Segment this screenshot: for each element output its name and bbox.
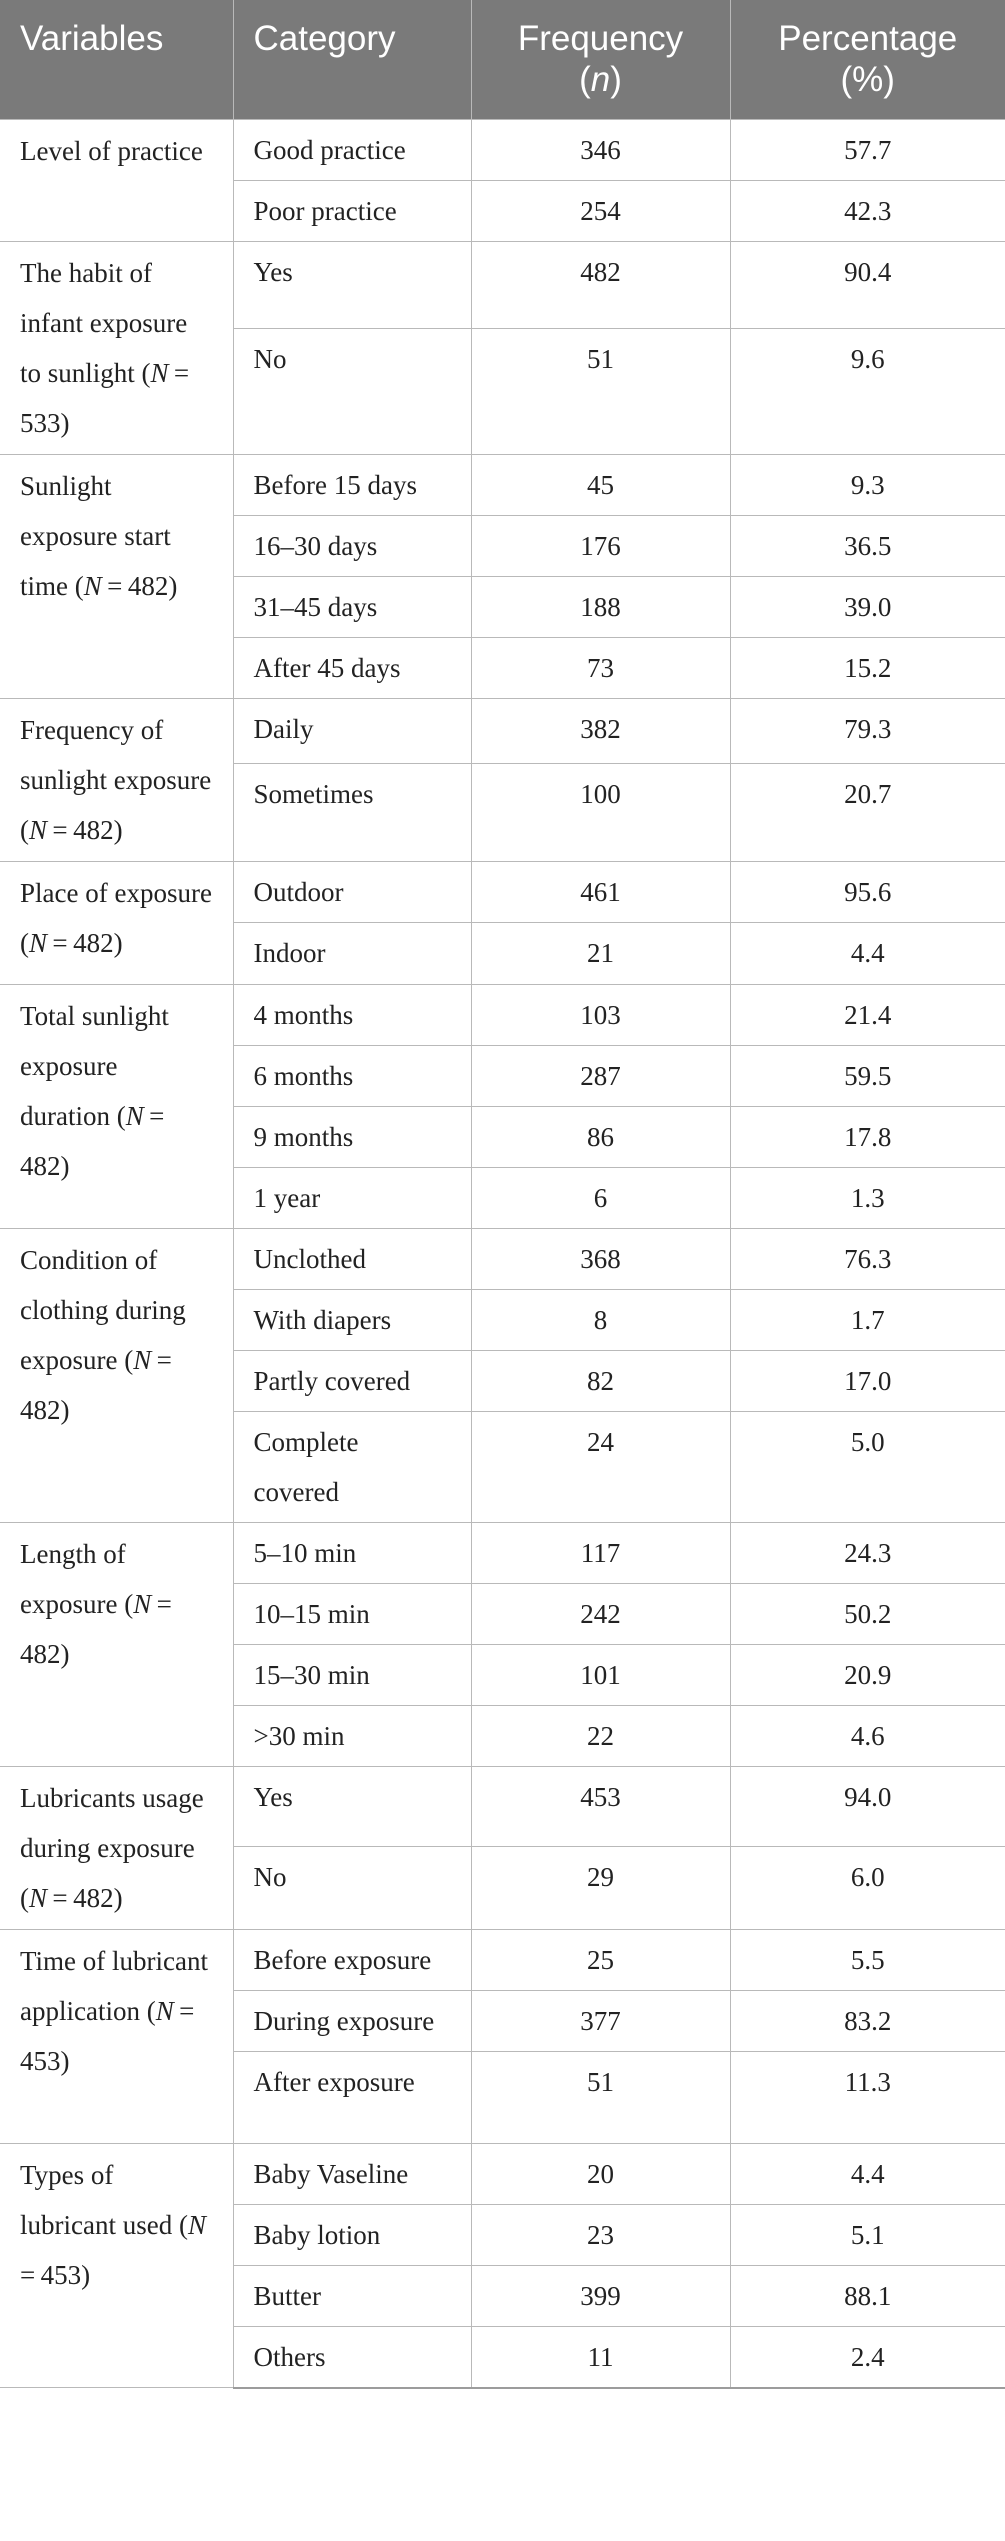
- frequency-cell: 254: [471, 180, 730, 241]
- category-cell: Baby lotion: [233, 2204, 471, 2265]
- category-cell: 1 year: [233, 1167, 471, 1228]
- table-row: [0, 984, 1005, 1045]
- sample-size-symbol: N: [29, 1882, 48, 1913]
- frequency-cell: 6: [471, 1167, 730, 1228]
- category-cell: >30 min: [233, 1705, 471, 1766]
- frequency-cell: 25: [471, 1929, 730, 1990]
- percentage-cell: 5.5: [730, 1929, 1005, 1990]
- frequency-cell: 399: [471, 2265, 730, 2326]
- category-cell: 5–10 min: [233, 1522, 471, 1583]
- percentage-cell: 57.7: [730, 119, 1005, 180]
- category-cell: 16–30 days: [233, 515, 471, 576]
- sample-size-symbol: N: [133, 1344, 152, 1375]
- percentage-cell: 9.6: [730, 328, 1005, 454]
- sample-size-symbol: N: [187, 2209, 206, 2240]
- sample-size-symbol: N: [125, 1100, 144, 1131]
- sample-size-symbol: N: [83, 570, 102, 601]
- variable-label: Lubricants usage during exposure: [20, 1782, 204, 1863]
- category-cell: Complete covered: [233, 1411, 471, 1522]
- frequency-cell: 103: [471, 984, 730, 1045]
- percentage-cell: 42.3: [730, 180, 1005, 241]
- frequency-cell: 368: [471, 1228, 730, 1289]
- sample-size-symbol: N: [155, 1995, 174, 2026]
- category-cell: 6 months: [233, 1045, 471, 1106]
- sample-size-value: 482: [20, 1394, 61, 1425]
- table-row: [0, 1228, 1005, 1289]
- variable-cell: Condition of clothing during exposure (N = 482): [0, 1228, 233, 1522]
- sample-size-symbol: N: [29, 814, 48, 845]
- category-cell: Before exposure: [233, 1929, 471, 1990]
- category-cell: Baby Vaseline: [233, 2143, 471, 2204]
- sample-size-value: 453: [40, 2259, 82, 2290]
- frequency-cell: 24: [471, 1411, 730, 1522]
- category-cell: Others: [233, 2326, 471, 2388]
- percentage-cell: 1.3: [730, 1167, 1005, 1228]
- variable-cell: Length of exposure (N = 482): [0, 1522, 233, 1766]
- category-cell: With diapers: [233, 1289, 471, 1350]
- frequency-cell: 382: [471, 698, 730, 764]
- variable-label: Place of exposure: [20, 877, 212, 908]
- sample-size-symbol: N: [29, 927, 48, 958]
- variable-label: Length of exposure: [20, 1538, 126, 1619]
- percentage-cell: 76.3: [730, 1228, 1005, 1289]
- table-row: [0, 241, 1005, 328]
- sample-size-value: 482: [73, 927, 114, 958]
- sample-size-value: 453: [20, 2045, 61, 2076]
- header-frequency-label: Frequency: [517, 19, 684, 58]
- percentage-cell: 6.0: [730, 1847, 1005, 1929]
- percentage-cell: 90.4: [730, 241, 1005, 328]
- sample-size-symbol: N: [150, 357, 169, 388]
- table-row: [0, 1929, 1005, 1990]
- percentage-cell: 4.6: [730, 1705, 1005, 1766]
- category-cell: Poor practice: [233, 180, 471, 241]
- variable-cell: Sunlight exposure start time (N = 482): [0, 454, 233, 698]
- frequency-cell: 73: [471, 637, 730, 698]
- variable-cell: Total sunlight exposure duration (N = 482): [0, 984, 233, 1228]
- header-frequency: Frequency (n): [471, 0, 730, 119]
- category-cell: Outdoor: [233, 861, 471, 922]
- variable-cell: Lubricants usage during exposure (N = 482): [0, 1766, 233, 1929]
- variable-label: Condition of clothing during exposure: [20, 1244, 186, 1375]
- header-percentage: [730, 0, 1005, 119]
- percentage-cell: 5.1: [730, 2204, 1005, 2265]
- category-cell: No: [233, 1847, 471, 1929]
- percentage-cell: 39.0: [730, 576, 1005, 637]
- header-category: Category: [233, 0, 471, 119]
- percentage-cell: 20.7: [730, 764, 1005, 861]
- header-percentage-label: Percentage: [778, 19, 958, 58]
- category-cell: Daily: [233, 698, 471, 764]
- percentage-cell: 2.4: [730, 2326, 1005, 2388]
- sample-size-value: 533: [20, 407, 61, 438]
- frequency-cell: 23: [471, 2204, 730, 2265]
- category-cell: Before 15 days: [233, 454, 471, 515]
- frequency-cell: 45: [471, 454, 730, 515]
- table-row: [0, 861, 1005, 922]
- category-cell: 15–30 min: [233, 1644, 471, 1705]
- sample-size-value: 482: [127, 570, 169, 601]
- frequency-cell: 101: [471, 1644, 730, 1705]
- variable-cell: Types of lubricant used (N = 453): [0, 2143, 233, 2388]
- table-row: [0, 1522, 1005, 1583]
- frequency-cell: 11: [471, 2326, 730, 2388]
- category-cell: Butter: [233, 2265, 471, 2326]
- sample-size-value: 482: [73, 1882, 114, 1913]
- category-cell: Sometimes: [233, 764, 471, 861]
- variable-cell: Time of lubricant application (N = 453): [0, 1929, 233, 2143]
- frequency-cell: 20: [471, 2143, 730, 2204]
- category-cell: Indoor: [233, 922, 471, 984]
- variable-label: Total sunlight exposure duration: [20, 1000, 169, 1131]
- percentage-cell: 79.3: [730, 698, 1005, 764]
- variable-cell: The habit of infant exposure to sunlight (N = 533): [0, 241, 233, 454]
- category-cell: Partly covered: [233, 1350, 471, 1411]
- percentage-cell: 94.0: [730, 1766, 1005, 1847]
- variable-label: Sunlight exposure start time: [20, 470, 171, 601]
- percentage-cell: 11.3: [730, 2051, 1005, 2143]
- category-cell: No: [233, 328, 471, 454]
- percentage-cell: 4.4: [730, 922, 1005, 984]
- category-cell: After exposure: [233, 2051, 471, 2143]
- percentage-cell: 88.1: [730, 2265, 1005, 2326]
- variable-label: Level of practice: [20, 135, 203, 166]
- percentage-cell: 59.5: [730, 1045, 1005, 1106]
- sample-size-value: 482: [20, 1150, 61, 1181]
- sample-size-value: 482: [20, 1638, 61, 1669]
- table-row: [0, 454, 1005, 515]
- frequency-cell: 21: [471, 922, 730, 984]
- percentage-cell: 83.2: [730, 1990, 1005, 2051]
- table-row: [0, 119, 1005, 180]
- percentage-cell: 36.5: [730, 515, 1005, 576]
- table-body: [0, 119, 1005, 2388]
- percentage-cell: 17.8: [730, 1106, 1005, 1167]
- category-cell: Unclothed: [233, 1228, 471, 1289]
- percentage-cell: 4.4: [730, 2143, 1005, 2204]
- table-row: [0, 1766, 1005, 1847]
- header-variables: Variables: [0, 0, 233, 119]
- frequency-cell: 482: [471, 241, 730, 328]
- frequency-cell: 377: [471, 1990, 730, 2051]
- frequency-cell: 346: [471, 119, 730, 180]
- header-percentage-symbol: (%): [840, 60, 895, 100]
- category-cell: 31–45 days: [233, 576, 471, 637]
- category-cell: 9 months: [233, 1106, 471, 1167]
- sample-size-symbol: N: [133, 1588, 152, 1619]
- category-cell: Yes: [233, 1766, 471, 1847]
- frequency-cell: 242: [471, 1583, 730, 1644]
- variable-cell: [0, 119, 233, 241]
- percentage-cell: 21.4: [730, 984, 1005, 1045]
- table-row: [0, 2143, 1005, 2204]
- frequency-cell: 461: [471, 861, 730, 922]
- frequency-cell: 453: [471, 1766, 730, 1847]
- category-cell: Yes: [233, 241, 471, 328]
- frequency-cell: 51: [471, 328, 730, 454]
- frequency-cell: 22: [471, 1705, 730, 1766]
- variable-cell: Place of exposure (N = 482): [0, 861, 233, 984]
- percentage-cell: 24.3: [730, 1522, 1005, 1583]
- variable-cell: Frequency of sunlight exposure (N = 482): [0, 698, 233, 861]
- table-header: [0, 0, 1005, 119]
- percentage-cell: 17.0: [730, 1350, 1005, 1411]
- frequency-cell: 100: [471, 764, 730, 861]
- variable-label: The habit of infant exposure to sunlight: [20, 257, 188, 388]
- frequency-cell: 176: [471, 515, 730, 576]
- category-cell: After 45 days: [233, 637, 471, 698]
- table-row: [0, 698, 1005, 764]
- percentage-cell: 95.6: [730, 861, 1005, 922]
- frequency-cell: 287: [471, 1045, 730, 1106]
- percentage-cell: 5.0: [730, 1411, 1005, 1522]
- percentage-cell: 15.2: [730, 637, 1005, 698]
- frequency-cell: 117: [471, 1522, 730, 1583]
- frequency-cell: 82: [471, 1350, 730, 1411]
- percentage-cell: 9.3: [730, 454, 1005, 515]
- category-cell: 10–15 min: [233, 1583, 471, 1644]
- frequency-cell: 29: [471, 1847, 730, 1929]
- category-cell: Good practice: [233, 119, 471, 180]
- variable-label: Types of lubricant used: [20, 2159, 173, 2240]
- frequency-cell: 51: [471, 2051, 730, 2143]
- category-cell: During exposure: [233, 1990, 471, 2051]
- sample-size-value: 482: [73, 814, 114, 845]
- percentage-cell: 1.7: [730, 1289, 1005, 1350]
- category-cell: 4 months: [233, 984, 471, 1045]
- percentage-cell: 50.2: [730, 1583, 1005, 1644]
- header-frequency-symbol: n: [590, 60, 611, 100]
- frequency-cell: 188: [471, 576, 730, 637]
- frequency-cell: 86: [471, 1106, 730, 1167]
- variable-label: Frequency of sunlight exposure: [20, 714, 212, 795]
- variable-label: Time of lubricant application: [20, 1945, 208, 2026]
- percentage-cell: 20.9: [730, 1644, 1005, 1705]
- header-row: [0, 0, 1005, 119]
- frequency-cell: 8: [471, 1289, 730, 1350]
